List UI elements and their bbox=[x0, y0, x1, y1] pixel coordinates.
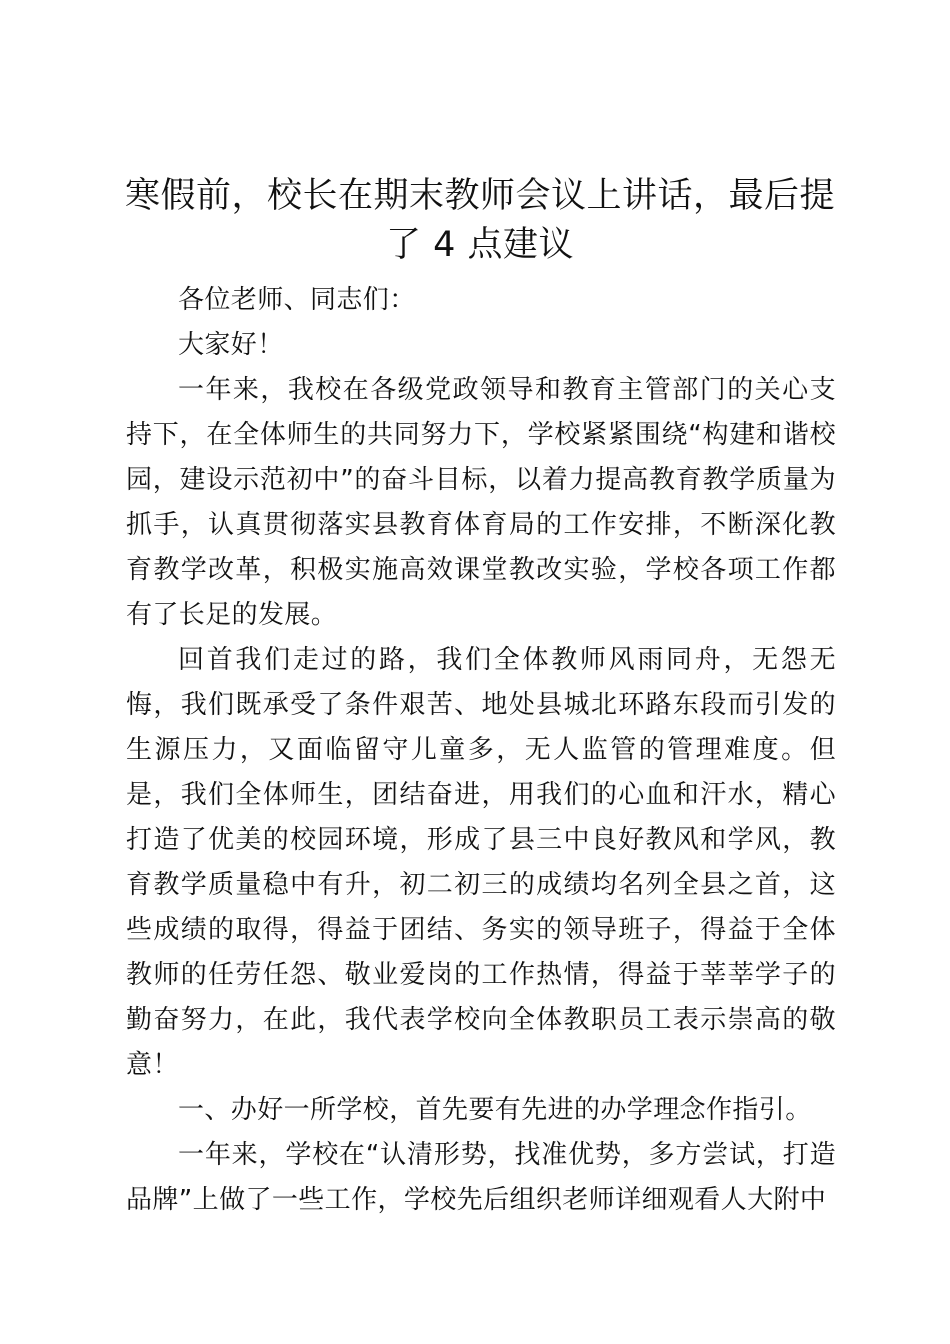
body-paragraph: 一年来，学校在“认清形势，找准优势，多方尝试，打造品牌”上做了一些工作，学校先后组织老师详细观看人大附中 bbox=[126, 1140, 836, 1215]
body-paragraph: 回首我们走过的路，我们全体教师风雨同舟，无怨无悔，我们既承受了条件艰苦、地处县城北环路东段而引发的生源压力，又面临留守儿童多，无人监管的管理难度。但是，我们全体师生，团结奋进，用我们的心血和汗水，精心打造了优美的校园环境，形成了县三中良好教风和学风，教育教学质量稳中有升，初二初三的成绩均名列全县之首，这些成绩的取得，得益于团结、务实的领导班子，得益于全体教师的任劳任怨、敬业爱岗的工作热情，得益于莘莘学子的勤奋努力，在此，我代表学校向全体教职员工表示崇高的敬意！ bbox=[126, 645, 836, 1080]
document-body bbox=[126, 278, 836, 1223]
document-title: 寒假前，校长在期末教师会议上讲话，最后提了 4 点建议 bbox=[124, 176, 835, 265]
body-paragraph: 一年来，我校在各级党政领导和教育主管部门的关心支持下，在全体师生的共同努力下，学校紧紧围绕“构建和谐校园，建设示范初中”的奋斗目标，以着力提高教育教学质量为抓手，认真贯彻落实县教育体育局的工作安排，不断深化教育教学改革，积极实施高效课堂教改实验，学校各项工作都有了长足的发展。 bbox=[126, 375, 836, 630]
section-heading: 一、办好一所学校，首先要有先进的办学理念作指引。 bbox=[178, 1095, 812, 1125]
salutation-paragraph: 各位老师、同志们： bbox=[178, 285, 416, 315]
greeting-paragraph: 大家好！ bbox=[178, 330, 284, 360]
